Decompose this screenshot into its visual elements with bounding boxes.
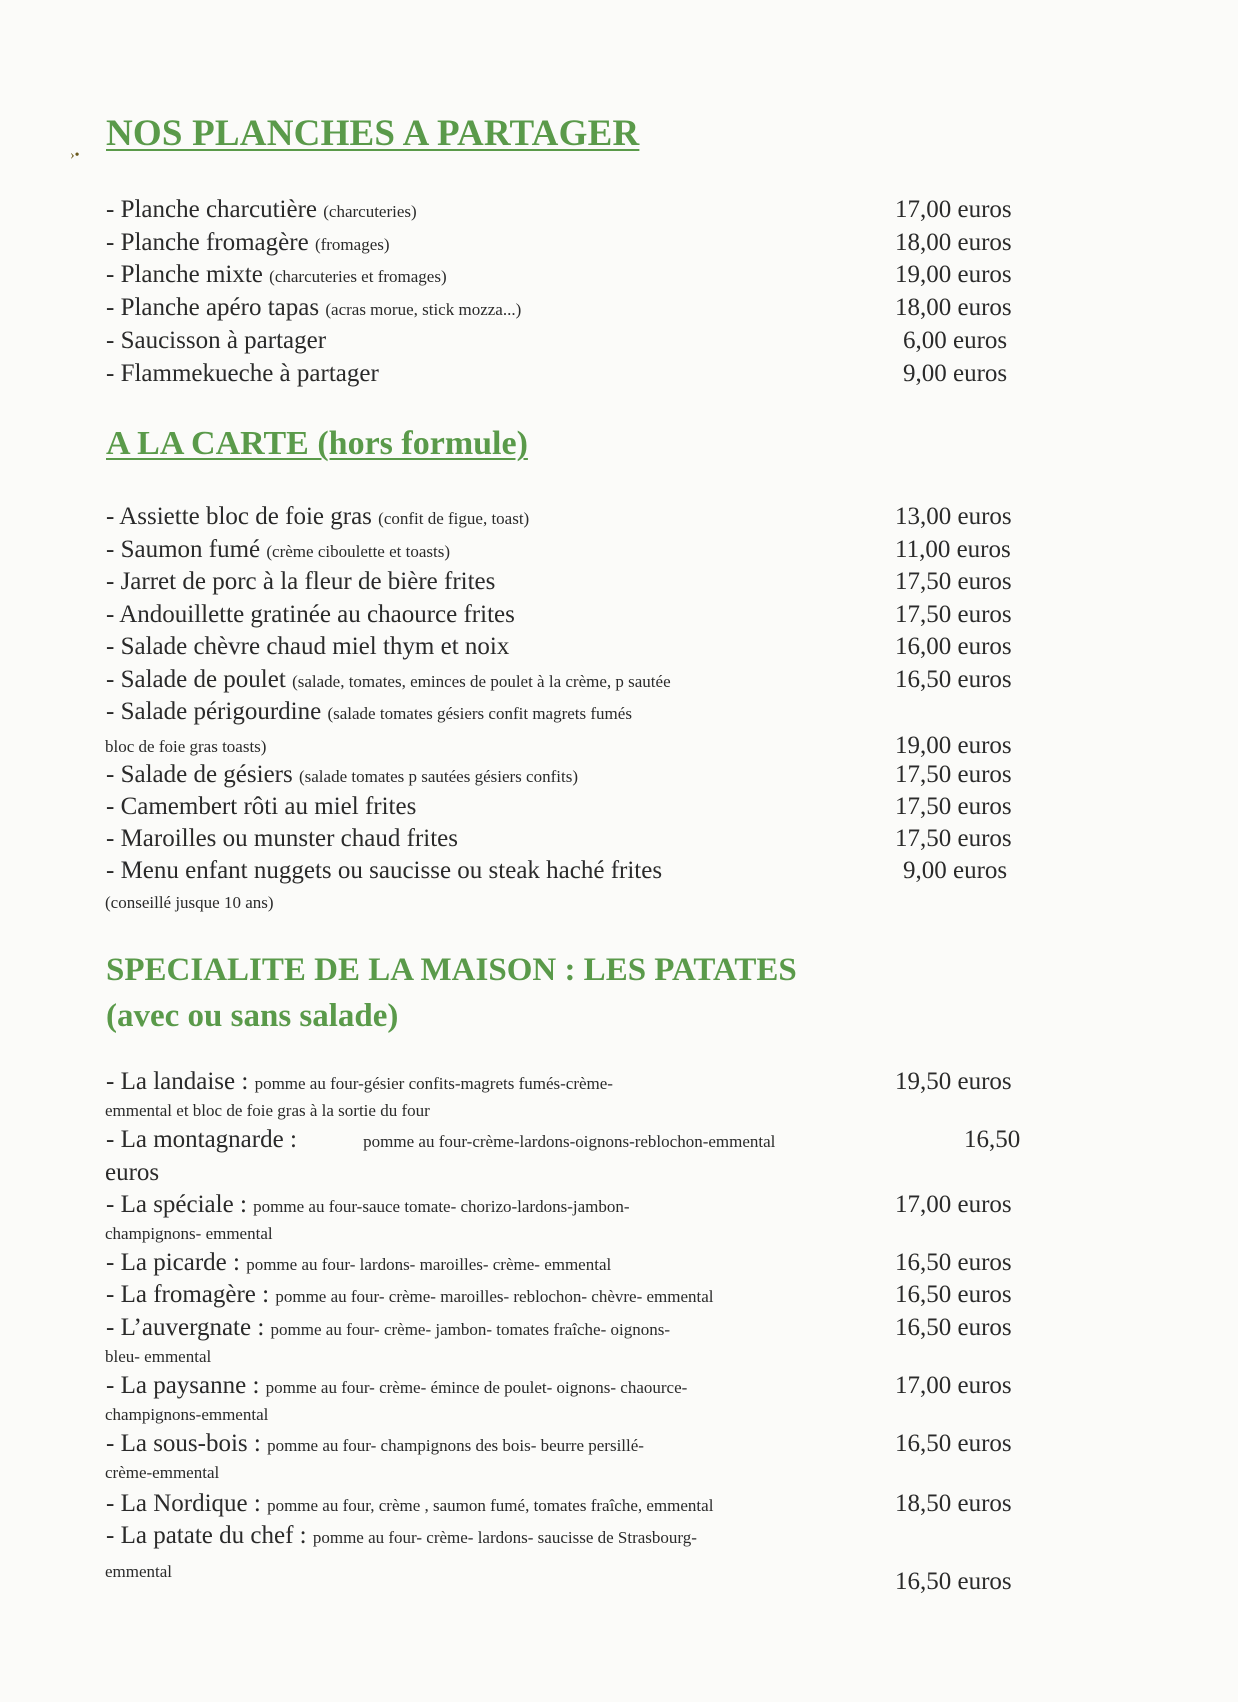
item-price: 17,50 euros [895, 793, 1012, 820]
item-price: 17,00 euros [895, 196, 1012, 223]
item-price: 16,00 euros [895, 633, 1012, 660]
item-name: - Planche mixte [106, 261, 263, 288]
item-name: - Jarret de porc à la fleur de bière frites [106, 568, 496, 595]
section-title-patates [106, 947, 797, 1039]
item-detail: pomme au four-crème-lardons-oignons-reblochon-emmental [363, 1132, 776, 1151]
menu-item [106, 228, 886, 260]
item-price: 19,00 euros [895, 261, 1012, 288]
item-detail: pomme au four- crème- maroilles- reblochon- chèvre- emmental [275, 1287, 714, 1306]
item-price: 19,00 euros [895, 732, 1012, 759]
section-title-carte: A LA CARTE (hors formule) [106, 425, 528, 462]
item-detail: (fromages) [314, 235, 390, 254]
item-price: 16,50 euros [895, 1568, 1012, 1595]
item-price: 18,00 euros [895, 229, 1012, 256]
item-detail-continuation: crème-emmental [105, 1463, 220, 1482]
item-name: - Salade chèvre chaud miel thym et noix [106, 633, 510, 660]
item-price: 9,00 euros [903, 360, 1008, 387]
section-title-planches: NOS PLANCHES A PARTAGER [106, 113, 640, 154]
item-detail-continuation: emmental et bloc de foie gras à la sortie du four [105, 1101, 430, 1120]
menu-item [106, 1313, 886, 1345]
item-name: - La sous-bois : [106, 1430, 261, 1457]
menu-item [106, 1280, 886, 1312]
menu-item [106, 824, 886, 854]
item-name: - Assiette bloc de foie gras [106, 503, 372, 530]
item-name: - Planche apéro tapas [106, 294, 320, 321]
menu-item [106, 535, 886, 567]
item-detail: pomme au four- crème- émince de poulet- oignons- chaource- [265, 1378, 688, 1397]
menu-item [106, 1067, 886, 1099]
item-detail: (charcuteries) [323, 202, 417, 221]
item-price: 16,50 euros [895, 1249, 1012, 1276]
item-detail: pomme au four-sauce tomate- chorizo-lardons-jambon- [253, 1197, 630, 1216]
item-name: - La Nordique : [106, 1490, 261, 1517]
item-name: - La fromagère : [106, 1281, 270, 1308]
item-detail: (acras morue, stick mozza...) [325, 300, 522, 319]
item-price: 9,00 euros [903, 857, 1008, 884]
item-price: 16,50 [964, 1126, 1021, 1153]
item-price: 16,50 euros [895, 1281, 1012, 1308]
item-price: 19,50 euros [895, 1068, 1012, 1095]
item-name: - Salade périgourdine [106, 698, 322, 725]
menu-item [106, 502, 886, 534]
item-name: - La patate du chef : [106, 1522, 307, 1549]
menu-item [106, 1190, 886, 1222]
item-name: - La picarde : [106, 1249, 240, 1276]
scan-mark: ›• [70, 148, 80, 163]
item-detail: (charcuteries et fromages) [269, 267, 447, 286]
item-detail-continuation: bloc de foie gras toasts) [105, 737, 267, 756]
menu-item [106, 1125, 886, 1157]
menu-item [106, 632, 886, 662]
menu-item [106, 665, 886, 697]
item-detail: pomme au four- champignons des bois- beurre persillé- [267, 1436, 644, 1455]
item-price: 16,50 euros [895, 1430, 1012, 1457]
item-price: 17,00 euros [895, 1191, 1012, 1218]
menu-item [106, 792, 886, 822]
item-detail-continuation: emmental [105, 1562, 173, 1581]
item-name: - Saumon fumé [106, 536, 261, 563]
menu-item [106, 567, 886, 597]
item-price: 17,50 euros [895, 761, 1012, 788]
item-detail: pomme au four- lardons- maroilles- crème- emmental [246, 1255, 612, 1274]
item-name: - La paysanne : [106, 1372, 260, 1399]
item-detail: (salade, tomates, eminces de poulet à la crème, p sautée [292, 672, 671, 691]
menu-item [106, 260, 886, 292]
item-detail: pomme au four, crème , saumon fumé, tomates fraîche, emmental [267, 1496, 714, 1515]
menu-item [106, 1371, 886, 1403]
item-price: 16,50 euros [895, 1314, 1012, 1341]
item-detail-continuation: (conseillé jusque 10 ans) [105, 893, 274, 912]
item-detail-continuation: champignons-emmental [105, 1405, 269, 1424]
item-price: 6,00 euros [903, 327, 1008, 354]
item-name: - Saucisson à partager [106, 327, 327, 354]
menu-item [106, 856, 886, 886]
section-title-patates-line2: (avec ou sans salade) [106, 998, 399, 1034]
menu-item [106, 1429, 886, 1461]
item-detail: pomme au four- crème- jambon- tomates fraîche- oignons- [270, 1320, 671, 1339]
item-detail: (confit de figue, toast) [378, 509, 530, 528]
item-name: - Planche charcutière [106, 196, 317, 223]
item-detail: pomme au four-gésier confits-magrets fumés-crème- [254, 1074, 613, 1093]
item-name: - Salade de poulet [106, 666, 286, 693]
item-price: 11,00 euros [895, 536, 1011, 563]
menu-item [106, 760, 886, 792]
item-name: - Planche fromagère [106, 229, 309, 256]
menu-item [106, 359, 886, 389]
item-name: - Maroilles ou munster chaud frites [106, 825, 458, 852]
item-detail-continuation: bleu- emmental [105, 1347, 212, 1366]
item-detail-continuation: champignons- emmental [105, 1224, 273, 1243]
item-detail: pomme au four- crème- lardons- saucisse de Strasbourg- [312, 1528, 697, 1547]
item-detail: (salade tomates gésiers confit magrets fumés [327, 704, 632, 723]
item-name: - L’auvergnate : [106, 1314, 265, 1341]
item-price: 17,00 euros [895, 1372, 1012, 1399]
menu-item [106, 195, 886, 227]
item-price: 17,50 euros [895, 568, 1012, 595]
item-price: 17,50 euros [895, 601, 1012, 628]
item-price: 18,50 euros [895, 1490, 1012, 1517]
item-name: - Salade de gésiers [106, 761, 293, 788]
menu-item [106, 697, 886, 729]
section-title-patates-line1: SPECIALITE DE LA MAISON : LES PATATES [106, 952, 797, 988]
item-name: - La montagnarde : [106, 1126, 297, 1153]
menu-item [106, 1248, 886, 1280]
item-price: 17,50 euros [895, 825, 1012, 852]
menu-item [106, 326, 886, 356]
item-detail: (crème ciboulette et toasts) [266, 542, 451, 561]
item-name: - Flammekueche à partager [106, 360, 379, 387]
item-price: 13,00 euros [895, 503, 1012, 530]
item-name: - Camembert rôti au miel frites [106, 793, 417, 820]
menu-item [106, 293, 886, 325]
item-name: - La spéciale : [106, 1191, 247, 1218]
item-price-wrap: euros [105, 1159, 160, 1186]
item-detail: (salade tomates p sautées gésiers confits) [298, 767, 578, 786]
item-name: - Andouillette gratinée au chaource frites [106, 601, 515, 628]
item-name: - Menu enfant nuggets ou saucisse ou steak haché frites [106, 857, 663, 884]
item-name: - La landaise : [106, 1068, 249, 1095]
item-price: 18,00 euros [895, 294, 1012, 321]
menu-item [106, 1489, 886, 1521]
item-price: 16,50 euros [895, 666, 1012, 693]
menu-item [106, 1521, 886, 1553]
menu-item [106, 600, 886, 630]
